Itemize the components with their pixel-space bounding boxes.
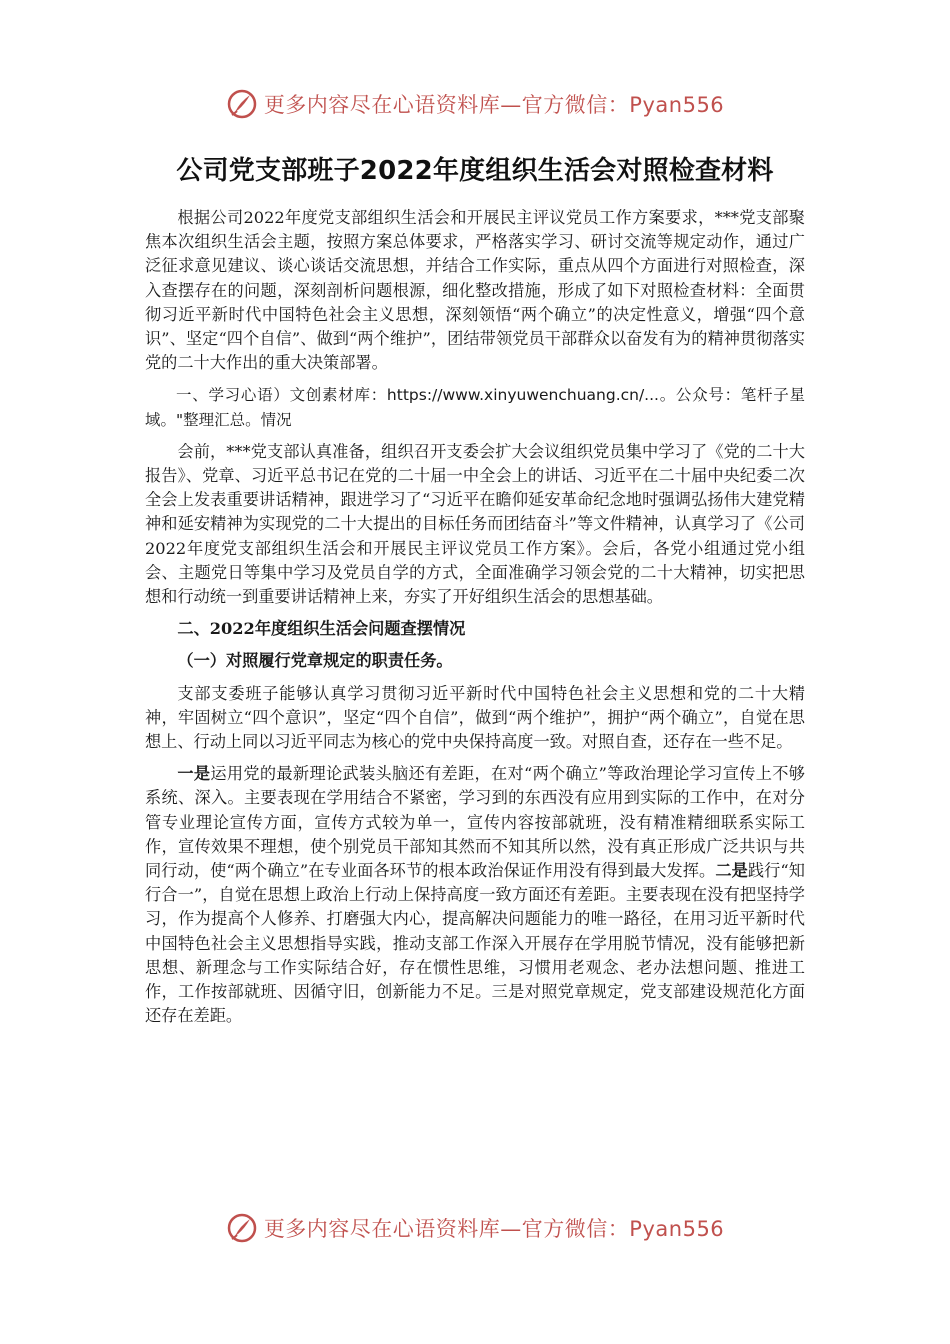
- footer-banner: [0, 1208, 950, 1248]
- point2-text: 践行“知行合一”，自觉在思想上政治上行动上保持高度一致方面还有差距。主要表现在没有把坚持学习，作为提高个人修养、打磨强大内心，提高解决问题能力的唯一路径，在用习近平新时代中国特色社会主义思想指导实践，推动支部工作深入开展存在学用脱节情况，没有能够把新思想、新理念与工作实际结合好，存在惯性思维，习惯用老观念、老办法想问题、推进工作，工作按部就班、因循守旧，创新能力不足。三是对照党章规定，党支部建设规范化方面还存在差距。: [145, 861, 805, 1026]
- document-body: [145, 206, 805, 1037]
- point2-lead: 二是: [715, 861, 748, 881]
- section1-heading: 一、学习心语）文创素材库：https://www.xinyuwenchuang.cn/...。公众号：笔杆子星域。"整理汇总。情况: [145, 386, 805, 429]
- section2-heading: 二、2022年度组织生活会问题查摆情况: [177, 619, 466, 639]
- banner-text: 更多内容尽在心语资料库—官方微信：Pyan556: [263, 93, 725, 117]
- section1-paragraph: 会前，***党支部认真准备，组织召开支委会扩大会议组织党员集中学习了《党的二十大报告》、党章、习近平总书记在党的二十届一中全会上的讲话、习近平在二十届中央纪委二次全会上发表重要讲话精神，跟进学习了“习近平在瞻仰延安革命纪念地时强调弘扬伟大建党精神和延安精神为实现党的二十大提出的目标任务而团结奋斗”等文件精神，认真学习了《公司2022年度党支部组织生活会和开展民主评议党员工作方案》。会后，各党小组通过党小组会、主题党日等集中学习及党员自学的方式，全面准确学习领会党的二十大精神，切实把思想和行动统一到重要讲话精神上来，夯实了开好组织生活会的思想基础。: [145, 441, 805, 607]
- point1-lead: 一是: [177, 764, 211, 784]
- subsection1-heading: （一）对照履行党章规定的职责任务。: [177, 651, 453, 671]
- brush-logo-icon: [226, 1212, 258, 1244]
- subsection1-paragraph: 支部支委班子能够认真学习贯彻习近平新时代中国特色社会主义思想和党的二十大精神，牢固树立“四个意识”，坚定“四个自信”，做到“两个维护”，拥护“两个确立”，自觉在思想上、行动上同以习近平同志为核心的党中央保持高度一致。对照自查，还存在一些不足。: [145, 683, 805, 752]
- brush-logo-icon: [226, 88, 258, 120]
- point1-text: 运用党的最新理论武装头脑还有差距，在对“两个确立”等政治理论学习宣传上不够系统、深入。主要表现在学用结合不紧密，学习到的东西没有应用到实际的工作中，在对分管专业理论宣传方面，宣传方式较为单一，宣传内容按部就班，没有精准精细联系实际工作，宣传效果不理想，使个别党员干部知其然而不知其所以然，没有真正形成广泛共识与共同行动，使“两个确立”在专业面各环节的根本政治保证作用没有得到最大发挥。: [145, 764, 805, 881]
- header-banner: [0, 84, 950, 124]
- document-title: 公司党支部班子2022年度组织生活会对照检查材料: [176, 156, 774, 186]
- intro-paragraph: 根据公司2022年度党支部组织生活会和开展民主评议党员工作方案要求，***党支部聚焦本次组织生活会主题，按照方案总体要求，严格落实学习、研讨交流等规定动作，通过广泛征求意见建议、谈心谈话交流思想，并结合工作实际，重点从四个方面进行对照检查，深入查摆存在的问题，深刻剖析问题根源，细化整改措施，形成了如下对照检查材料：全面贯彻习近平新时代中国特色社会主义思想，深刻领悟“两个确立”的决定性意义，增强“四个意识”、坚定“四个自信”、做到“两个维护”，团结带领党员干部群众以奋发有为的精神贯彻落实党的二十大作出的重大决策部署。: [145, 208, 805, 373]
- banner-text: 更多内容尽在心语资料库—官方微信：Pyan556: [263, 1217, 725, 1241]
- points-paragraph: [145, 762, 805, 1028]
